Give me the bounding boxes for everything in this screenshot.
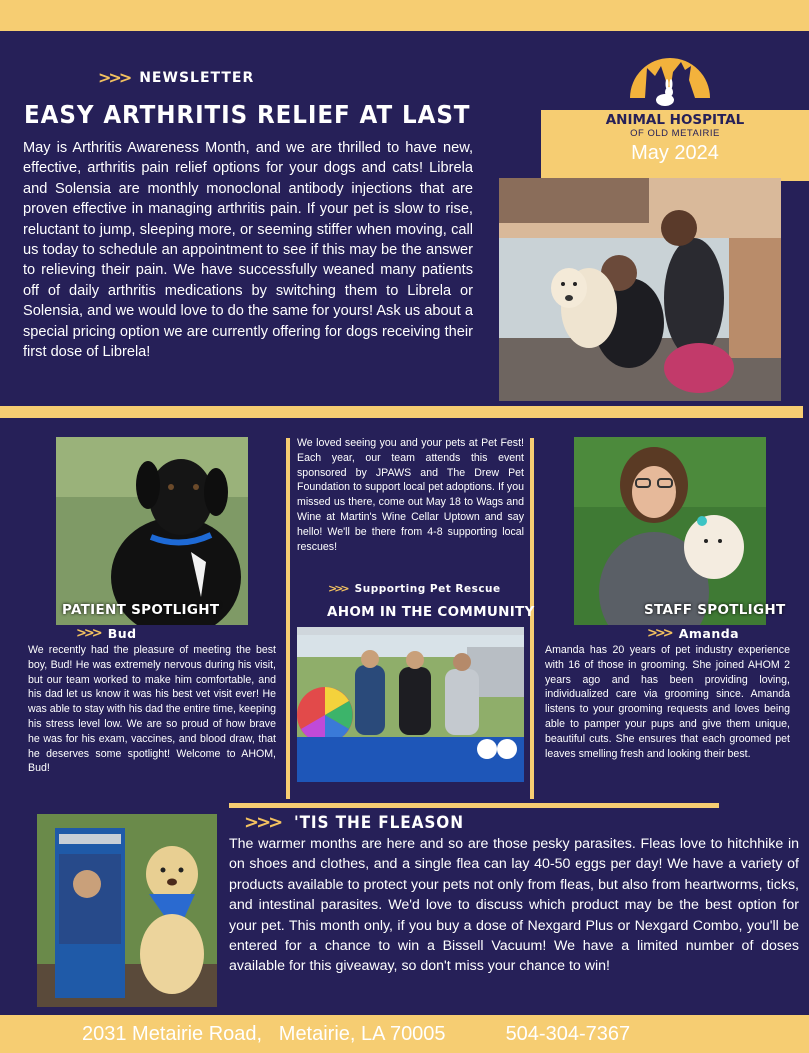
patient-spotlight-title: PATIENT SPOTLIGHT [62, 602, 220, 618]
intro-paragraph: May is Arthritis Awareness Month, and we are thrilled to have new, effective, arthritis pain relief options for your dogs and cats! Librela and Solensia are monthly monoclonal antibody injections that are proven effective in managing arthritis pain. If your pet is slow to rise, reluctant to jump, sleeping more, or seeming stiffer when moving, call us today to schedule an appointment to see if this may be the answer to relieving their pain. We have successfully weaned many patients off of daily arthritis medications by switching them to Librela or Solensia, and we would love to do the same for yours! Ask us about a special pricing option we are currently offering for dogs receiving their first dose of Librela! [23, 140, 473, 361]
fleas-divider [229, 803, 719, 808]
newsletter-label-row [98, 68, 254, 87]
community-title: AHOM IN THE COMMUNITY [327, 604, 535, 620]
vacuum-giveaway-photo [37, 814, 217, 1007]
chevron-icon: >>> [647, 626, 671, 641]
amanda-photo [574, 437, 766, 625]
patient-name: Bud [107, 626, 137, 641]
arthritis-dog-photo [499, 178, 781, 401]
newsletter-label: NEWSLETTER [139, 69, 255, 86]
chevron-icon: >>> [76, 626, 100, 641]
bud-photo [56, 437, 248, 625]
footer-bar [0, 1015, 809, 1053]
brand-subname: OF OLD METAIRIE [630, 128, 720, 139]
issue-month: May 2024 [631, 142, 719, 164]
community-subtitle: Supporting Pet Rescue [354, 582, 501, 595]
staff-spotlight-text: Amanda has 20 years of pet industry experience with 16 of those in grooming. She joined AHOM 2 years ago and has been providing loving, individualized care via grooming since. Amanda listens to your grooming requests and loves being able to pamper your pups and give them unique, beautiful cuts. She ensures that each groomed pet leaves smelling fresh and looking their best. [545, 644, 790, 760]
footer-address: 2031 Metairie Road, Metairie, LA 70005 [82, 1022, 446, 1045]
community-left-rule [286, 438, 290, 799]
headline: EASY ARTHRITIS RELIEF AT LAST [24, 100, 471, 129]
top-accent-bar [0, 0, 809, 31]
fleas-title: 'TIS THE FLEASON [294, 812, 465, 833]
pet-fest-photo [297, 627, 524, 782]
hospital-logo [625, 48, 715, 110]
chevron-icon: >>> [328, 582, 347, 595]
patient-spotlight-text: We recently had the pleasure of meeting the best boy, Bud! He was extremely nervous during his visit, but our team worked to make him comfortable, and his dad let us know it was his best vet visit ever! He was able to stay with his dad the entire time, keeping his stress level low. We are so proud of how brave he was for his exam, vaccines, and blood draw, that he deserves some spotlight! Welcome to AHOM, Bud! [28, 644, 276, 775]
staff-spotlight-title: STAFF SPOTLIGHT [644, 602, 786, 618]
community-text: We loved seeing you and your pets at Pet Fest! Each year, our team attends this event sponsored by JPAWS and The Drew Pet Foundation to support local pet adoptions. If you missed us there, come out May 18 to Wags and Wine at Martin's Wine Cellar Uptown and say hello! We'll be there from 4-8 supporting local rescues! [297, 437, 524, 553]
fleas-text: The warmer months are here and so are those pesky parasites. Fleas love to hitchhike in on shoes and clothes, and a single flea can lay 40-50 eggs per day! We have a variety of products available to protect your pets not only from fleas, but also from heartworms, ticks, and intestinal parasites. We'd love to discuss which product may be the best option for your pet. This month only, if you buy a dose of Nexgard Plus or Nexgard Combo, you'll be entered for a chance to win a Bissell Vacuum! We have a limited number of doses available for this giveaway, so don't miss your chance to win! [229, 836, 799, 975]
patient-name-row [76, 626, 137, 641]
brand-name: ANIMAL HOSPITAL [605, 112, 745, 128]
footer-phone: 504-304-7367 [505, 1022, 631, 1045]
chevron-icon: >>> [244, 812, 281, 833]
staff-name-row [647, 626, 739, 641]
staff-name: Amanda [678, 626, 740, 641]
section-divider [0, 406, 803, 418]
brand-box [541, 110, 809, 181]
chevron-icon: >>> [98, 68, 130, 87]
fleas-title-row [244, 812, 483, 833]
community-subtitle-row [328, 582, 501, 595]
